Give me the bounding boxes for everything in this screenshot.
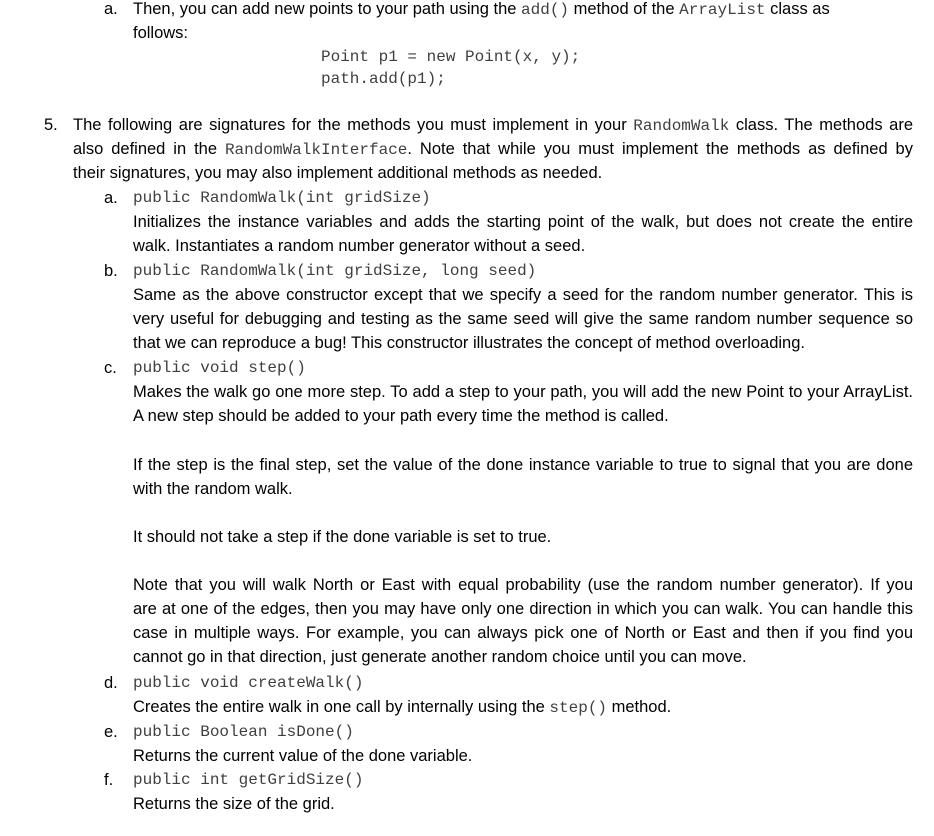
method-signature-step: public void step() bbox=[133, 359, 306, 377]
description-line: Returns the current value of the done variable. bbox=[133, 747, 473, 765]
description-line: Note that you will walk North or East with equal probability (use the random number generator). If you bbox=[133, 576, 913, 594]
text-segment: Creates the entire walk in one call by internally using the bbox=[133, 698, 550, 716]
text-segment: also defined in the bbox=[73, 140, 225, 158]
description-line: If the step is the final step, set the value of the done instance variable to true to signal that you are done bbox=[133, 456, 913, 474]
paragraph-signatures bbox=[73, 113, 913, 138]
code-line-point: Point p1 = new Point(x, y); bbox=[321, 48, 581, 66]
method-signature-constructor-seed: public RandomWalk(int gridSize, long seed) bbox=[133, 262, 537, 280]
description-line: cannot go in that direction, just generate another random choice until you can move. bbox=[133, 648, 747, 666]
paragraph-line: follows: bbox=[133, 24, 189, 42]
list-label-sub-a: a. bbox=[104, 189, 118, 207]
description-line: with the random walk. bbox=[133, 480, 293, 498]
code-inline-randomwalkinterface: RandomWalkInterface bbox=[224, 141, 408, 159]
description-line bbox=[133, 695, 671, 720]
description-line: walk. Instantiates a random number generator without a seed. bbox=[133, 237, 586, 255]
description-line: that we can reproduce a bug! This constructor illustrates the concept of method overloading. bbox=[133, 334, 805, 352]
text-segment: method. bbox=[607, 698, 672, 716]
description-line: A new step should be added to your path every time the method is called. bbox=[133, 407, 669, 425]
text-segment: method of the bbox=[569, 0, 680, 18]
description-line: Makes the walk go one more step. To add a step to your path, you will add the new Point to your ArrayList. bbox=[133, 383, 913, 401]
text-segment: . Note that while you must implement the methods as defined by bbox=[407, 140, 913, 158]
method-signature-constructor: public RandomWalk(int gridSize) bbox=[133, 189, 431, 207]
code-inline-randomwalk: RandomWalk bbox=[633, 117, 730, 135]
code-inline-arraylist: ArrayList bbox=[679, 1, 766, 19]
description-line: are at one of the edges, then you may have only one direction in which you can walk. You can handle this bbox=[133, 600, 913, 618]
text-segment: The following are signatures for the methods you must implement in your bbox=[73, 116, 634, 134]
list-label-sub-b: b. bbox=[104, 262, 118, 280]
description-line: Returns the size of the grid. bbox=[133, 795, 335, 813]
list-label-5: 5. bbox=[44, 116, 58, 134]
text-segment: Then, you can add new points to your path using the bbox=[133, 0, 522, 18]
code-inline-step: step() bbox=[549, 699, 608, 717]
paragraph-line: their signatures, you may also implement additional methods as needed. bbox=[73, 164, 603, 182]
list-label-a-top: a. bbox=[104, 0, 118, 18]
method-signature-createwalk: public void createWalk() bbox=[133, 674, 364, 692]
description-line: It should not take a step if the done variable is set to true. bbox=[133, 528, 552, 546]
text-segment: class as bbox=[765, 0, 830, 18]
code-line-path-add: path.add(p1); bbox=[321, 70, 446, 88]
method-signature-getgridsize: public int getGridSize() bbox=[133, 771, 364, 789]
text-segment: class. The methods are bbox=[729, 116, 913, 134]
list-label-sub-d: d. bbox=[104, 674, 118, 692]
list-label-sub-e: e. bbox=[104, 723, 118, 741]
code-inline-add: add() bbox=[521, 1, 570, 19]
description-line: Initializes the instance variables and adds the starting point of the walk, but does not create the entire bbox=[133, 213, 913, 231]
description-line: Same as the above constructor except that we specify a seed for the random number generator. This is bbox=[133, 286, 913, 304]
list-label-sub-c: c. bbox=[104, 359, 117, 377]
paragraph-line bbox=[73, 137, 913, 162]
description-line: case in multiple ways. For example, you can always pick one of North or East and then if you find you bbox=[133, 624, 913, 642]
list-label-sub-f: f. bbox=[104, 771, 114, 789]
method-signature-isdone: public Boolean isDone() bbox=[133, 723, 354, 741]
paragraph-add-points bbox=[133, 0, 830, 22]
description-line: very useful for debugging and testing as the same seed will give the same random number sequence so bbox=[133, 310, 913, 328]
